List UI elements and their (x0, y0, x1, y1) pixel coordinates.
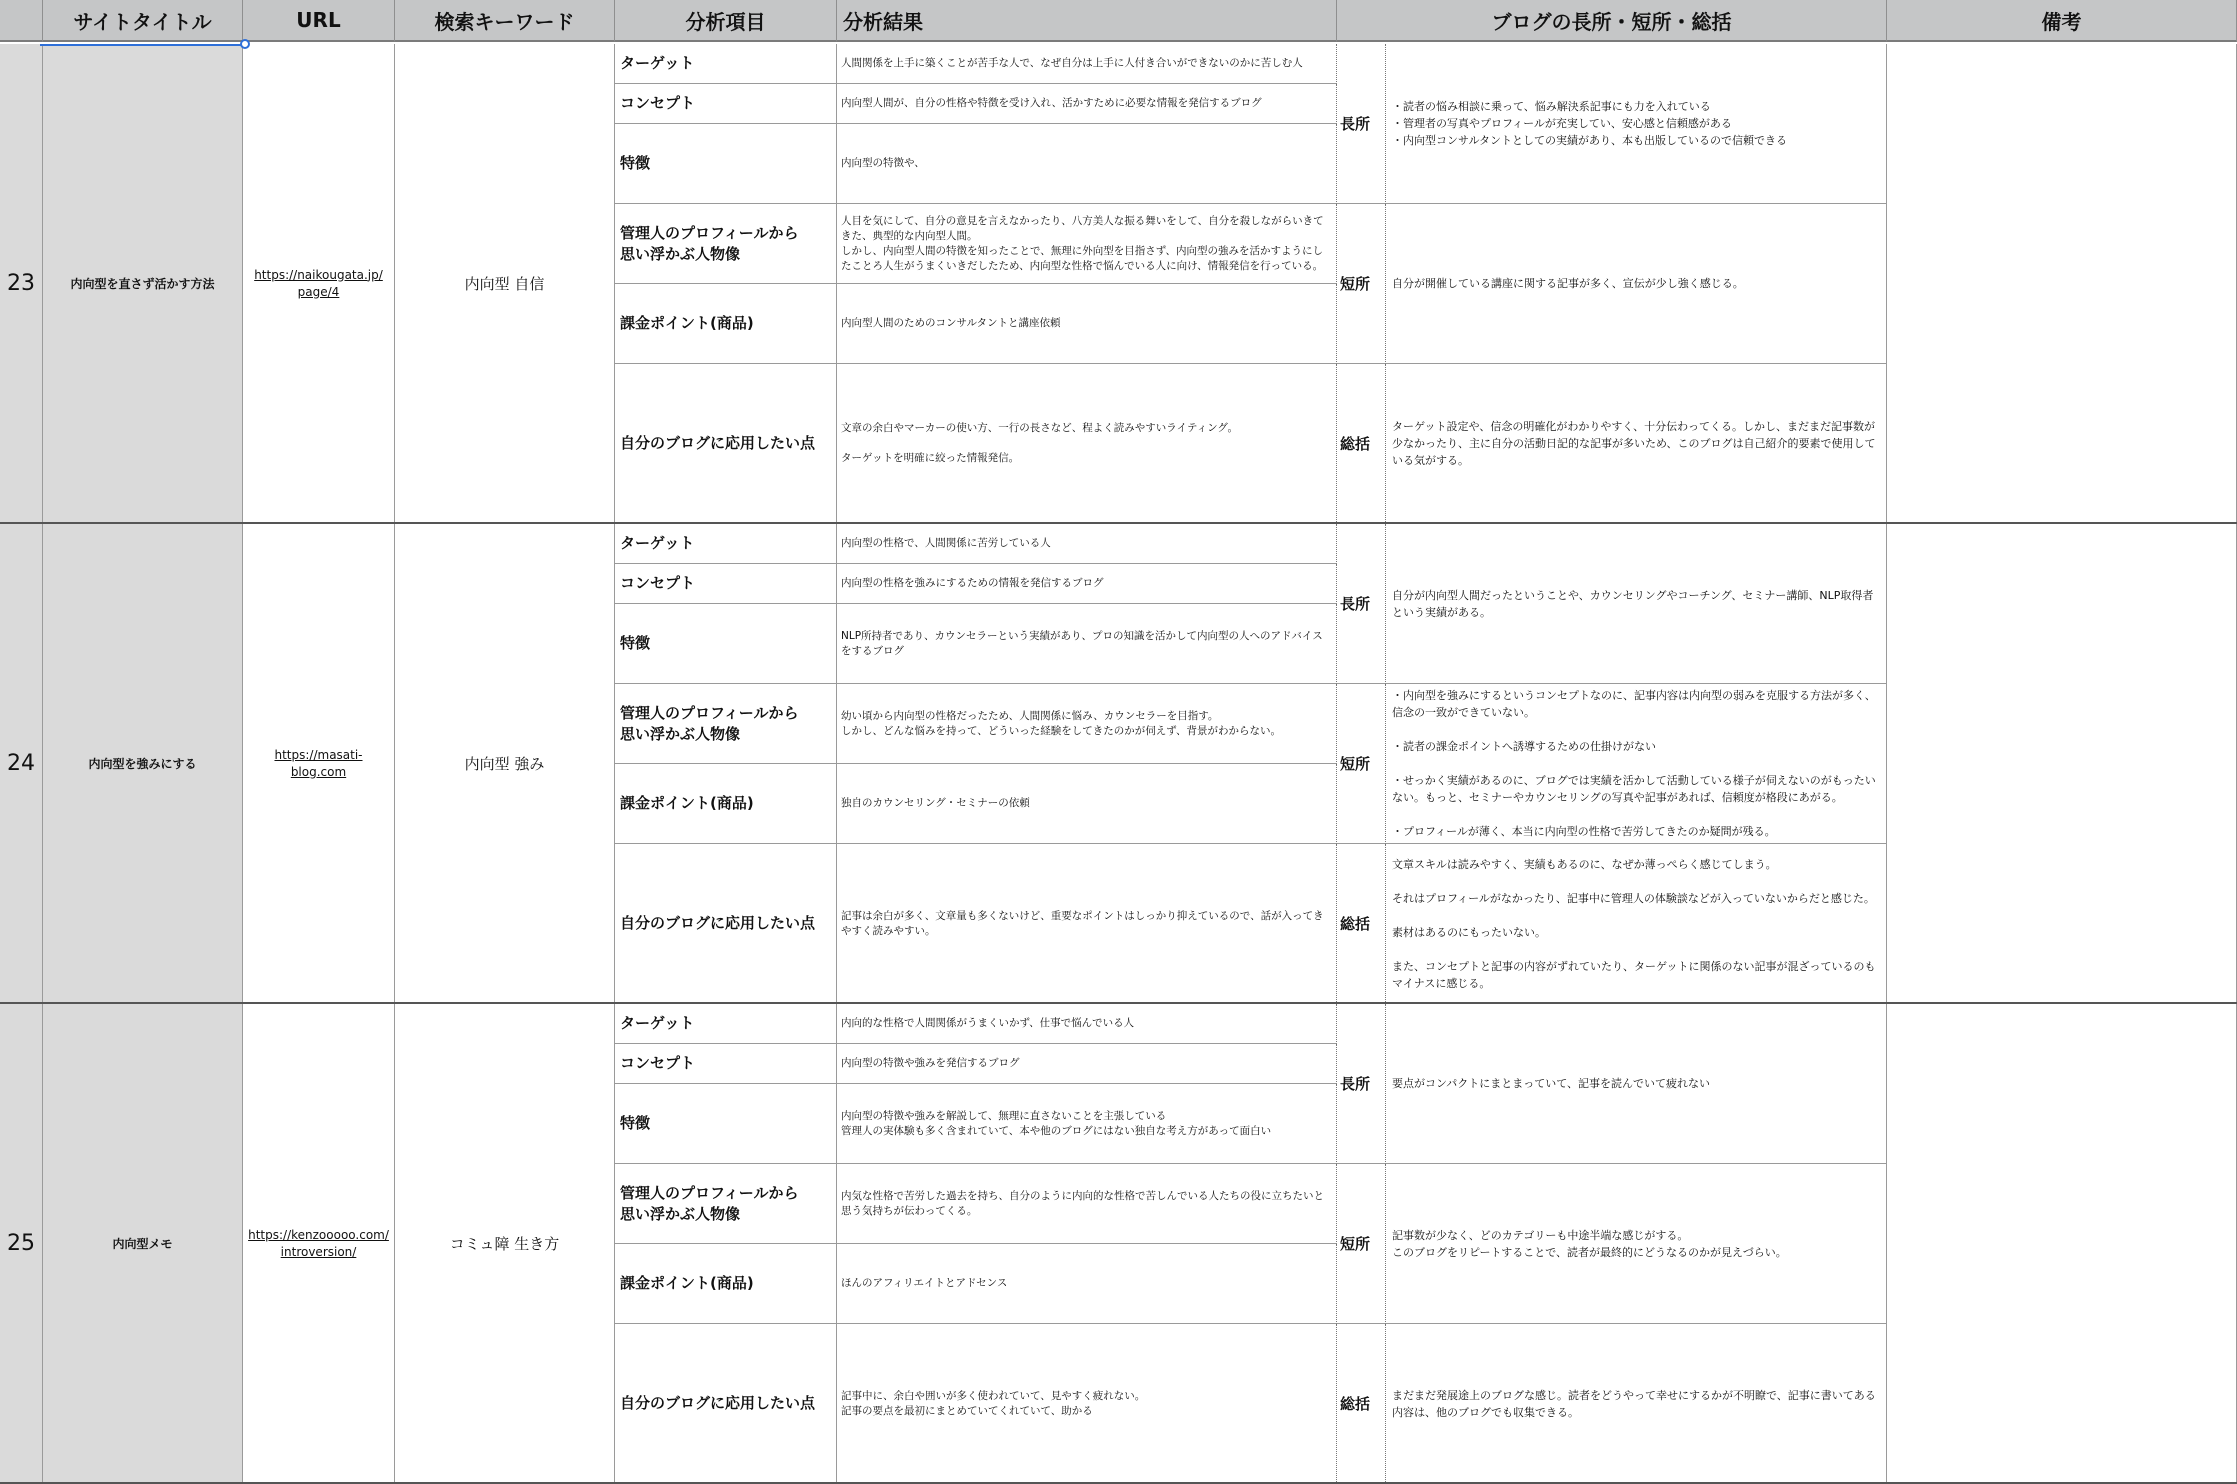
analysis-item-cell-text: 自分のブログに応用したい点 (620, 914, 816, 932)
row-number[interactable] (0, 1004, 43, 1484)
eval-weakness-cell[interactable] (1386, 1164, 1887, 1324)
analysis-item-cell-text: 管理人のプロフィールから 思い浮かぶ人物像 (620, 703, 799, 743)
eval-label-strength-text: 長所 (1340, 115, 1371, 133)
eval-label-summary[interactable] (1337, 364, 1386, 524)
eval-weakness-cell[interactable] (1386, 204, 1887, 364)
analysis-item-cell[interactable] (615, 1084, 837, 1164)
eval-summary-cell-text: まだまだ発展途上のブログな感じ。読者をどうやって幸せにするかが不明瞭で、記事に書いてある内容は、他のブログでも収集できる。 (1392, 1388, 1876, 1419)
analysis-item-cell-text: 管理人のプロフィールから 思い浮かぶ人物像 (620, 223, 799, 263)
site-title-cell[interactable] (43, 524, 243, 1004)
eval-label-strength-text: 長所 (1340, 595, 1371, 613)
eval-label-weakness-text: 短所 (1340, 1235, 1371, 1253)
eval-summary-cell-text: ターゲット設定や、信念の明確化がわかりやすく、十分伝わってくる。しかし、まだまだ記事数が少なかったり、主に自分の活動日記的な記事が多いため、このブログは自己紹介的要素で使用している気がする。 (1392, 420, 1876, 467)
site-title-cell-text: 内向型メモ (112, 1237, 173, 1251)
note-cell[interactable] (1887, 44, 2237, 524)
analysis-item-cell-text: コンセプト (620, 94, 696, 112)
analysis-item-cell[interactable] (615, 1004, 837, 1044)
eval-label-weakness[interactable] (1337, 684, 1386, 844)
analysis-result-cell[interactable] (837, 1244, 1337, 1324)
analysis-result-cell[interactable] (837, 1084, 1337, 1164)
analysis-item-cell-text: ターゲット (620, 534, 695, 552)
analysis-item-cell[interactable] (615, 604, 837, 684)
header-site-title[interactable]: サイトタイトル (43, 0, 243, 42)
analysis-item-cell-text: 自分のブログに応用したい点 (620, 434, 816, 452)
analysis-result-cell[interactable] (837, 604, 1337, 684)
analysis-item-cell-text: 課金ポイント(商品) (620, 314, 754, 332)
eval-label-weakness[interactable] (1337, 204, 1386, 364)
eval-strength-cell-text: 要点がコンパクトにまとまっていて、記事を読んでいて疲れない (1392, 1077, 1711, 1090)
analysis-result-cell-text: 独自のカウンセリング・セミナーの依頼 (841, 797, 1030, 809)
header-url[interactable]: URL (243, 0, 395, 42)
eval-label-summary[interactable] (1337, 1324, 1386, 1484)
keyword-cell-text: コミュ障 生き方 (449, 1235, 560, 1253)
analysis-result-cell-text: 内向型人間のためのコンサルタントと講座依頼 (841, 317, 1061, 329)
analysis-item-cell[interactable] (615, 684, 837, 764)
analysis-item-cell-text: 特徴 (620, 154, 651, 172)
analysis-item-cell[interactable] (615, 1324, 837, 1484)
keyword-cell-text: 内向型 強み (464, 755, 545, 773)
analysis-item-cell[interactable] (615, 124, 837, 204)
eval-label-strength[interactable] (1337, 524, 1386, 684)
eval-weakness-cell-text: 自分が開催している講座に関する記事が多く、宣伝が少し強く感じる。 (1392, 277, 1744, 290)
eval-label-weakness[interactable] (1337, 1164, 1386, 1324)
site-title-cell[interactable] (43, 1004, 243, 1484)
eval-strength-cell-text: ・読者の悩み相談に乗って、悩み解決系記事にも力を入れている ・管理者の写真やプロフィールが充実してい、安心感と信頼感がある ・内向型コンサルタントとしての実績があり、本も出版しているので信頼できる (1392, 100, 1788, 147)
url-link[interactable] (243, 1004, 395, 1484)
keyword-cell[interactable] (395, 44, 615, 524)
site-title-cell[interactable] (43, 44, 243, 524)
analysis-result-cell-text: 内向型人間が、自分の性格や特徴を受け入れ、活かすために必要な情報を発信するブログ (841, 97, 1262, 109)
row-number-text: 25 (7, 1231, 35, 1256)
note-cell[interactable] (1887, 1004, 2237, 1484)
header-note[interactable]: 備考 (1887, 0, 2237, 42)
eval-label-summary[interactable] (1337, 844, 1386, 1004)
analysis-item-cell[interactable] (615, 1044, 837, 1084)
eval-label-strength[interactable] (1337, 1004, 1386, 1164)
analysis-result-cell[interactable] (837, 1324, 1337, 1484)
eval-strength-cell[interactable] (1386, 44, 1887, 204)
row-number-text: 24 (7, 751, 35, 776)
eval-weakness-cell-text: ・内向型を強みにするというコンセプトなのに、記事内容は内向型の弱みを克服する方法が多く、信念の一致ができていない。 ・読者の課金ポイントへ誘導するための仕掛けがない ・せっかく実績があるのに、ブログでは実績を活かして活動している様子が伺えないのがもったいない。もっと、セミナーやカウンセリングの写真や記事があれば、信頼度が格段にあがる。 ・プロフィールが薄く、本当に内向型の性格で苦労してきたのか疑問が残る。 (1392, 689, 1876, 838)
analysis-item-cell[interactable] (615, 284, 837, 364)
eval-summary-cell[interactable] (1386, 844, 1887, 1004)
analysis-result-cell-text: 内向的な性格で人間関係がうまくいかず、仕事で悩んでいる人 (841, 1017, 1135, 1029)
analysis-item-cell[interactable] (615, 44, 837, 84)
analysis-result-cell-text: 文章の余白やマーカーの使い方、一行の長さなど、程よく読みやすいライティング。 ターゲットを明確に絞った情報発信。 (841, 422, 1239, 464)
cell-selection-border (40, 44, 245, 46)
eval-summary-cell[interactable] (1386, 364, 1887, 524)
url-link[interactable] (243, 44, 395, 524)
analysis-result-cell[interactable] (837, 684, 1337, 764)
analysis-result-cell-text: NLP所持者であり、カウンセラーという実績があり、プロの知識を活かして内向型の人へのアドバイスをするブログ (841, 629, 1323, 657)
analysis-item-cell[interactable] (615, 564, 837, 604)
analysis-item-cell[interactable] (615, 844, 837, 1004)
analysis-result-cell-text: 内向型の特徴や強みを発信するブログ (841, 1057, 1020, 1069)
analysis-item-cell[interactable] (615, 1164, 837, 1244)
header-item[interactable]: 分析項目 (615, 0, 837, 42)
eval-summary-cell-text: 文章スキルは読みやすく、実績もあるのに、なぜか薄っぺらく感じてしまう。 それはプロフィールがなかったり、記事中に管理人の体験談などが入っていないからだと感じた。 素材はあるのにもったいない。 また、コンセプトと記事の内容がずれていたり、ターゲットに関係のない記事が混ざっているのもマイナスに感じる。 (1392, 857, 1876, 990)
analysis-result-cell[interactable] (837, 764, 1337, 844)
analysis-item-cell-text: ターゲット (620, 54, 695, 72)
analysis-result-cell-text: ほんのアフィリエイトとアドセンス (841, 1277, 1008, 1289)
row-number-text: 23 (7, 271, 35, 296)
analysis-result-cell-text: 記事は余白が多く、文章量も多くないけど、重要なポイントはしっかり抑えているので、話が入ってきやすく読みやすい。 (841, 909, 1324, 937)
row-number[interactable] (0, 44, 43, 524)
analysis-item-cell-text: 課金ポイント(商品) (620, 1274, 754, 1292)
analysis-result-cell-text: 記事中に、余白や囲いが多く使われていて、見やすく疲れない。 記事の要点を最初にまとめていてくれていて、助かる (841, 1389, 1146, 1417)
url-text[interactable]: https://naikougata.jp/ page/4 (254, 267, 383, 299)
site-title-cell-text: 内向型を強みにする (88, 757, 197, 771)
header-eval[interactable]: ブログの長所・短所・総括 (1337, 0, 1887, 42)
analysis-result-cell[interactable] (837, 204, 1337, 284)
analysis-result-cell-text: 内向型の性格で、人間関係に苦労している人 (841, 537, 1051, 549)
eval-label-summary-text: 総括 (1340, 915, 1371, 933)
header-row (0, 0, 2237, 44)
eval-label-summary-text: 総括 (1340, 1395, 1371, 1413)
analysis-result-cell[interactable] (837, 1164, 1337, 1244)
row-number[interactable] (0, 524, 43, 1004)
analysis-result-cell[interactable] (837, 84, 1337, 124)
analysis-item-cell-text: 自分のブログに応用したい点 (620, 1394, 816, 1412)
selection-handle[interactable] (240, 39, 250, 49)
eval-weakness-cell-text: 記事数が少なく、どのカテゴリーも中途半端な感じがする。 このブログをリピートすることで、読者が最終的にどうなるのかが見えづらい。 (1392, 1228, 1787, 1259)
analysis-result-cell-text: 内気な性格で苦労した過去を持ち、自分のように内向的な性格で苦しんでいる人たちの役に立ちたいと思う気持ちが伝わってくる。 (841, 1189, 1324, 1217)
analysis-item-cell-text: 特徴 (620, 1114, 651, 1132)
url-text[interactable]: https://kenzooooo.com/ introversion/ (248, 1227, 389, 1259)
analysis-result-cell-text: 内向型の特徴や強みを解説して、無理に直さないことを主張している 管理人の実体験も多く含まれていて、本や他のブログにはない独自な考え方があって面白い (841, 1109, 1272, 1137)
analysis-result-cell-text: 内向型の特徴や、 (841, 157, 925, 169)
header-result[interactable]: 分析結果 (837, 0, 1337, 42)
keyword-cell[interactable] (395, 524, 615, 1004)
url-text[interactable]: https://masati-blog.com (274, 747, 363, 779)
analysis-item-cell[interactable] (615, 524, 837, 564)
analysis-result-cell[interactable] (837, 844, 1337, 1004)
corner-cell[interactable] (0, 0, 43, 42)
site-title-cell-text: 内向型を直さず活かす方法 (70, 277, 215, 291)
analysis-item-cell[interactable] (615, 84, 837, 124)
note-cell[interactable] (1887, 524, 2237, 1004)
eval-strength-cell-text: 自分が内向型人間だったということや、カウンセリングやコーチング、セミナー講師、NLP取得者という実績がある。 (1392, 588, 1874, 619)
analysis-result-cell-text: 幼い頃から内向型の性格だったため、人間関係に悩み、カウンセラーを目指す。 しかし、どんな悩みを持って、どういった経験をしてきたのかが伺えず、背景がわからない。 (841, 709, 1281, 737)
header-keyword[interactable]: 検索キーワード (395, 0, 615, 42)
analysis-item-cell[interactable] (615, 1244, 837, 1324)
eval-label-weakness-text: 短所 (1340, 755, 1371, 773)
analysis-item-cell-text: コンセプト (620, 1054, 696, 1072)
eval-strength-cell[interactable] (1386, 524, 1887, 684)
analysis-result-cell[interactable] (837, 1004, 1337, 1044)
analysis-item-cell[interactable] (615, 204, 837, 284)
eval-summary-cell[interactable] (1386, 1324, 1887, 1484)
eval-label-summary-text: 総括 (1340, 435, 1371, 453)
analysis-item-cell-text: 課金ポイント(商品) (620, 794, 754, 812)
analysis-item-cell-text: コンセプト (620, 574, 696, 592)
analysis-item-cell-text: 管理人のプロフィールから 思い浮かぶ人物像 (620, 1183, 799, 1223)
analysis-result-cell-text: 人間関係を上手に築くことが苦手な人で、なぜ自分は上手に人付き合いができないのかに苦しむ人 (841, 57, 1303, 69)
url-link[interactable] (243, 524, 395, 1004)
analysis-result-cell-text: 内向型の性格を強みにするための情報を発信するブログ (841, 577, 1104, 589)
analysis-item-cell[interactable] (615, 764, 837, 844)
analysis-item-cell-text: ターゲット (620, 1014, 695, 1032)
analysis-result-cell[interactable] (837, 564, 1337, 604)
analysis-item-cell[interactable] (615, 364, 837, 524)
eval-weakness-cell[interactable] (1386, 684, 1887, 844)
analysis-result-cell[interactable] (837, 1044, 1337, 1084)
analysis-result-cell[interactable] (837, 524, 1337, 564)
eval-label-strength-text: 長所 (1340, 1075, 1371, 1093)
analysis-result-cell[interactable] (837, 364, 1337, 524)
keyword-cell-text: 内向型 自信 (464, 275, 545, 293)
eval-label-strength[interactable] (1337, 44, 1386, 204)
analysis-result-cell-text: 人目を気にして、自分の意見を言えなかったり、八方美人な振る舞いをして、自分を殺しながらいきてきた、典型的な内向型人間。 しかし、内向型人間の特徴を知ったことで、無理に外向型を目指さず、内向型の強みを活かすようにしたことろ人生がうまくいきだしたため、内向型な性格で悩んでいる人に向け、情報発信を行っている。 (841, 214, 1324, 272)
eval-label-weakness-text: 短所 (1340, 275, 1371, 293)
analysis-result-cell[interactable] (837, 124, 1337, 204)
eval-strength-cell[interactable] (1386, 1004, 1887, 1164)
analysis-item-cell-text: 特徴 (620, 634, 651, 652)
analysis-result-cell[interactable] (837, 284, 1337, 364)
analysis-result-cell[interactable] (837, 44, 1337, 84)
keyword-cell[interactable] (395, 1004, 615, 1484)
